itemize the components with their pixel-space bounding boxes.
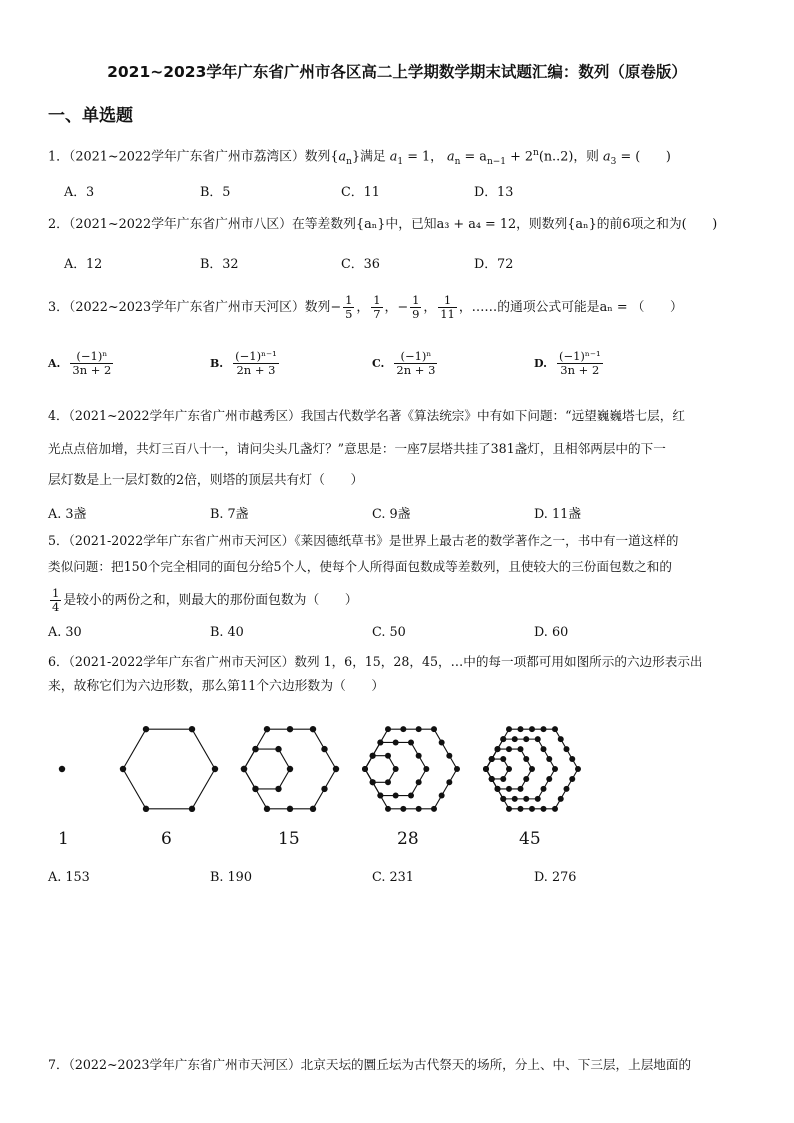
hex-dot: [370, 753, 376, 759]
hex-dot: [523, 776, 529, 782]
seq-term-3: $\frac{1}{9}$: [412, 293, 420, 321]
question-4-option-d: D. 11盏: [534, 507, 582, 522]
hex-dot: [287, 806, 293, 812]
hex-dot: [310, 806, 316, 812]
hex-outline: [244, 749, 290, 789]
question-1-option-c: C．11: [341, 185, 380, 200]
hex-dot: [393, 739, 399, 745]
question-3-option-c: C. $\frac{\text{(−1)ⁿ}}{2n + 3}$: [372, 349, 436, 377]
question-5-option-d: D. 60: [534, 625, 569, 640]
question-6-option-b: B. 190: [210, 870, 252, 885]
question-6-line-1: 6．（2021-2022学年广东省广州市天河区）数列 1，6，15，28，45，…中的每一项都可用如图所示的六边形表示出: [48, 654, 703, 669]
question-3-option-d: D. $\frac{\text{(−1)ⁿ⁻¹}}{3n + 2}$: [534, 349, 601, 377]
hex-dot: [546, 776, 552, 782]
hex-dot: [416, 779, 422, 785]
hex-dot: [552, 766, 558, 772]
hex-dot: [500, 756, 506, 762]
question-3-text: 3．（2022~2023学年广东省广州市天河区）数列− $\frac{1}{5}$ ， $\frac{1}{7}$ ，− $\frac{1}{9}$ ， $\frac{1}{11}$ ，……的通项公式可能是aₙ = （ ）: [48, 293, 683, 321]
question-2-option-b: B．32: [200, 257, 239, 272]
hex-dot: [385, 779, 391, 785]
question-2-option-a: A．12: [64, 257, 103, 272]
hex-dot: [506, 786, 512, 792]
hex-dot: [321, 746, 327, 752]
hex-dot: [385, 806, 391, 812]
question-4-option-b: B. 7盏: [210, 507, 249, 522]
hex-dot: [275, 746, 281, 752]
hex-dot: [541, 806, 547, 812]
hex-dot: [500, 796, 506, 802]
hex-dot: [252, 746, 258, 752]
question-5-line-3: $\frac{1}{4}$ 是较小的两份之和，则最大的那份面包数为（ ）: [52, 586, 358, 614]
question-4-option-a: A. 3盏: [48, 507, 87, 522]
hex-dot: [535, 796, 541, 802]
hex-dot: [189, 806, 195, 812]
document-title: 2021~2023学年广东省广州市各区高二上学期数学期末试题汇编：数列（原卷版）: [107, 63, 687, 81]
hex-dot: [431, 726, 437, 732]
question-1-text: 1．（2021~2022学年广东省广州市荔湾区）数列$\{a_n\}$满足 $a_1 = 1$， $a_n = a_{n-1} + 2^n(n..2)$，则 $a_3$ = ( ): [48, 148, 671, 167]
seq-term-2: $\frac{1}{7}$: [373, 293, 381, 321]
hex-dot: [408, 793, 414, 799]
hex-dot: [500, 736, 506, 742]
figure-label-6: 6: [161, 829, 172, 849]
question-4-line-3: 层灯数是上一层灯数的2倍，则塔的顶层共有灯（ ）: [48, 473, 364, 488]
hex-dot: [569, 756, 575, 762]
hex-dot: [120, 766, 126, 772]
hex-dot: [333, 766, 339, 772]
hex-dot: [512, 736, 518, 742]
question-5-option-b: B. 40: [210, 625, 244, 640]
hex-dot: [431, 806, 437, 812]
hex-dot: [264, 806, 270, 812]
hex-dot: [564, 746, 570, 752]
hex-dot: [310, 726, 316, 732]
section-heading: 一、单选题: [48, 106, 133, 126]
hex-dot: [400, 726, 406, 732]
question-5-option-c: C. 50: [372, 625, 406, 640]
figure-label-28: 28: [397, 829, 419, 849]
hexagonal-numbers-figure: [40, 715, 600, 825]
question-6-option-a: A. 153: [48, 870, 90, 885]
hex-dot: [564, 786, 570, 792]
hex-dot: [489, 756, 495, 762]
hex-dot: [446, 779, 452, 785]
hex-dot: [541, 726, 547, 732]
question-5-line-2: 类似问题：把150个完全相同的面包分给5个人，使每个人所得面包数成等差数列，且使较大的三份面包数之和的: [48, 559, 672, 574]
question-5-line-1: 5．（2021-2022学年广东省广州市天河区）《莱因德纸草书》是世界上最古老的数学著作之一，书中有一道这样的: [48, 533, 679, 548]
hex-dot: [506, 806, 512, 812]
fraction-one-quarter: $\frac{1}{4}$: [52, 586, 60, 614]
hex-dot: [518, 806, 524, 812]
hex-dot: [535, 736, 541, 742]
hex-dot: [446, 753, 452, 759]
hex-outline: [365, 756, 396, 783]
question-1-option-b: B．5: [200, 185, 231, 200]
question-4-line-2: 光点点倍加增，共灯三百八十一，请问尖头几盏灯？”意思是：一座7层塔共挂了381盏灯，且相邻两层中的下一: [48, 441, 666, 456]
hex-dot: [321, 786, 327, 792]
question-3-option-b: B. $\frac{\text{(−1)ⁿ⁻¹}}{2n + 3}$: [210, 349, 277, 377]
hex-dot: [377, 793, 383, 799]
hex-dot: [385, 726, 391, 732]
question-4-line-1: 4．（2021~2022学年广东省广州市越秀区）我国古代数学名著《算法统宗》中有如下问题：“远望巍巍塔七层，红: [48, 408, 685, 423]
question-2-text: 2．（2021~2022学年广东省广州市八区）在等差数列{aₙ}中，已知a₃ + a₄ = 12，则数列{aₙ}的前6项之和为( ): [48, 217, 718, 232]
hex-dot: [189, 726, 195, 732]
hex-dot: [393, 766, 399, 772]
seq-term-4: $\frac{1}{11}$: [440, 293, 455, 321]
hex-dot: [212, 766, 218, 772]
hex-dot: [523, 796, 529, 802]
hex-dot: [483, 766, 489, 772]
question-2-option-c: C．36: [341, 257, 380, 272]
hex-dot: [518, 786, 524, 792]
hex-dot: [385, 753, 391, 759]
question-2-option-d: D．72: [474, 257, 514, 272]
seq-term-1: $\frac{1}{5}$: [345, 293, 353, 321]
hex-dot: [408, 739, 414, 745]
question-1-option-a: A．3: [64, 185, 95, 200]
hex-dot: [523, 756, 529, 762]
hex-dot: [529, 766, 535, 772]
hex-dot: [552, 806, 558, 812]
hex-dot: [512, 796, 518, 802]
hex-dot: [495, 746, 501, 752]
hex-dot: [454, 766, 460, 772]
hex-dot: [529, 806, 535, 812]
question-5-option-a: A. 30: [48, 625, 82, 640]
hex-dot: [241, 766, 247, 772]
figure-label-15: 15: [278, 829, 300, 849]
hex-dot: [370, 779, 376, 785]
hex-dot: [416, 726, 422, 732]
hex-dot: [558, 736, 564, 742]
hex-dot: [439, 739, 445, 745]
hex-dot: [287, 726, 293, 732]
hex-dot: [518, 746, 524, 752]
question-4-option-c: C. 9盏: [372, 507, 411, 522]
hex-dot: [362, 766, 368, 772]
hex-dot: [252, 786, 258, 792]
hex-dot: [495, 786, 501, 792]
hex-outline: [123, 729, 215, 809]
hex-dot: [575, 766, 581, 772]
hex-dot: [552, 726, 558, 732]
hex-dot: [143, 726, 149, 732]
hex-dot: [529, 726, 535, 732]
hex-dot: [377, 739, 383, 745]
hex-dot: [506, 746, 512, 752]
hex-dot: [264, 726, 270, 732]
figure-label-45: 45: [519, 829, 541, 849]
question-6-option-d: D. 276: [534, 870, 577, 885]
hex-dot: [439, 793, 445, 799]
hex-dot: [558, 796, 564, 802]
hex-dot: [287, 766, 293, 772]
hex-dot: [423, 766, 429, 772]
hex-dot: [500, 776, 506, 782]
hex-dot: [541, 746, 547, 752]
figure-label-1: 1: [58, 829, 69, 849]
hex-dot: [541, 786, 547, 792]
hex-dot: [59, 766, 65, 772]
hex-dot: [143, 806, 149, 812]
question-6-line-2: 来，故称它们为六边形数，那么第11个六边形数为（ ）: [48, 679, 385, 694]
hex-dot: [393, 793, 399, 799]
hex-dot: [400, 806, 406, 812]
hex-dot: [506, 766, 512, 772]
hex-dot: [569, 776, 575, 782]
question-3-option-a: A. $\frac{\text{(−1)ⁿ}}{3n + 2}$: [48, 349, 112, 377]
hex-dot: [275, 786, 281, 792]
question-7-line-1: 7．（2022~2023学年广东省广州市天河区）北京天坛的圜丘坛为古代祭天的场所，分上、中、下三层，上层地面的: [48, 1057, 692, 1072]
hex-dot: [416, 806, 422, 812]
hex-dot: [518, 726, 524, 732]
hex-dot: [416, 753, 422, 759]
hex-dot: [546, 756, 552, 762]
hex-dot: [489, 776, 495, 782]
question-1-option-d: D．13: [474, 185, 514, 200]
question-6-option-c: C. 231: [372, 870, 414, 885]
hex-dot: [523, 736, 529, 742]
hex-dot: [506, 726, 512, 732]
